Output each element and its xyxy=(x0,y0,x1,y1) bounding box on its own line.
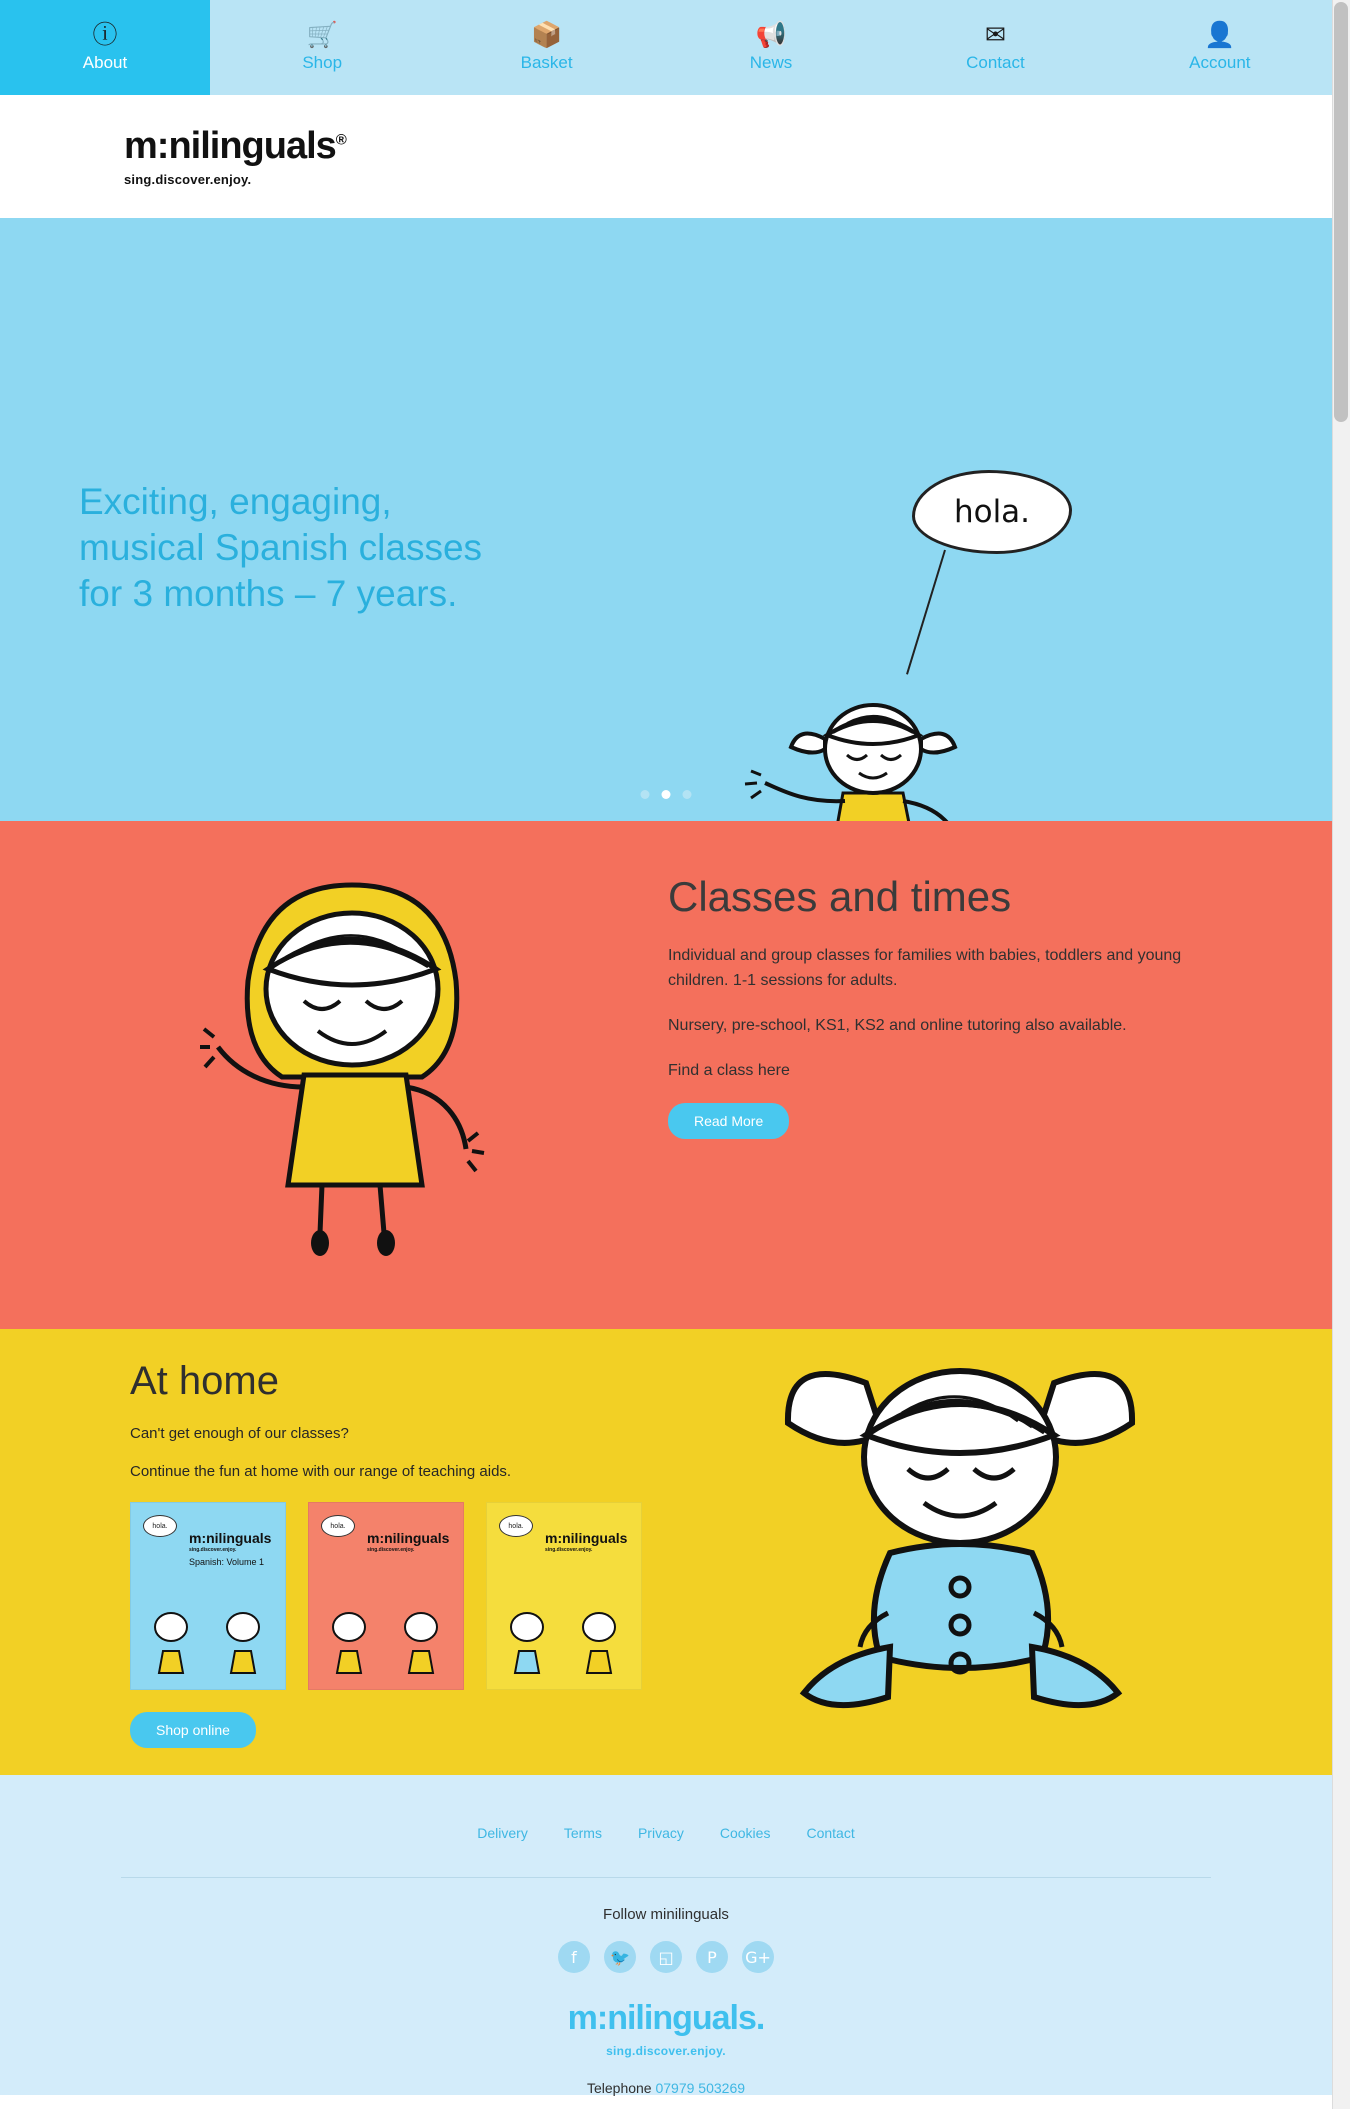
hero-headline xyxy=(79,479,482,617)
telephone-label: Telephone xyxy=(586,2080,652,2096)
cover-bubble-2: hola. xyxy=(321,1515,355,1537)
nav-item-contact[interactable] xyxy=(883,0,1107,95)
nav-label-news: News xyxy=(749,53,793,72)
athome-title: At home xyxy=(130,1359,279,1403)
footer-logo[interactable] xyxy=(0,1999,1332,2058)
footer-brand-tagline: sing.discover.enjoy. xyxy=(606,2044,726,2058)
footer-link-terms[interactable]: Terms xyxy=(563,1825,602,1841)
product-cover-2[interactable] xyxy=(308,1502,464,1690)
cover-brand-3: m:nilinguals xyxy=(545,1530,628,1546)
page-scrollbar[interactable] xyxy=(1332,0,1350,2109)
footer-link-contact[interactable]: Contact xyxy=(806,1825,855,1841)
user-icon: 👤 xyxy=(1204,21,1236,49)
telephone-number[interactable]: 07979 503269 xyxy=(655,2080,746,2096)
athome-girl-illustration xyxy=(770,1347,1150,1757)
top-navigation xyxy=(0,0,1332,95)
cover-bubble-1: hola. xyxy=(143,1515,177,1537)
carousel-dot-2[interactable] xyxy=(662,790,671,799)
product-cover-1[interactable] xyxy=(130,1502,286,1690)
nav-item-about[interactable] xyxy=(0,0,210,95)
footer-link-privacy[interactable]: Privacy xyxy=(637,1825,684,1841)
brand-name xyxy=(124,124,346,167)
hero-line-1: Exciting, engaging, xyxy=(79,481,392,522)
hero-line-2: musical Spanish classes xyxy=(79,527,483,568)
nav-label-shop: Shop xyxy=(302,53,343,72)
cover-tagline-3: sing.discover.enjoy. xyxy=(545,1547,593,1553)
shopping-cart-icon: 🛒 xyxy=(306,21,338,49)
hero-banner xyxy=(0,218,1332,821)
carousel-dots xyxy=(641,790,692,799)
classes-paragraph-1: Individual and group classes for families with babies, toddlers and young children. 1-1 sessions for adults. xyxy=(668,947,1182,989)
basket-icon: 📦 xyxy=(531,21,563,49)
facebook-icon[interactable]: f xyxy=(558,1941,590,1973)
shop-online-button[interactable]: Shop online xyxy=(130,1712,256,1748)
brand-tagline: sing.discover.enjoy. xyxy=(124,171,252,187)
scrollbar-thumb[interactable] xyxy=(1334,2,1348,422)
footer-brand-name: m:nilinguals. xyxy=(567,1999,765,2037)
cover-brand-2: m:nilinguals xyxy=(367,1530,450,1546)
classes-section xyxy=(0,821,1332,1329)
site-logo[interactable] xyxy=(124,124,346,187)
nav-label-contact: Contact xyxy=(966,53,1025,72)
classes-child-illustration xyxy=(200,861,500,1291)
nav-item-shop[interactable] xyxy=(210,0,434,95)
classes-copy xyxy=(668,873,1208,1139)
nav-item-account[interactable] xyxy=(1108,0,1332,95)
instagram-icon[interactable]: ◱ xyxy=(650,1941,682,1973)
megaphone-icon: 📢 xyxy=(755,21,787,49)
footer-telephone xyxy=(0,2080,1332,2096)
footer-link-cookies[interactable]: Cookies xyxy=(719,1825,771,1841)
classes-paragraph-2: Nursery, pre-school, KS1, KS2 and online tutoring also available. xyxy=(668,1017,1127,1034)
product-covers xyxy=(130,1502,750,1690)
info-icon: ⓘ xyxy=(92,21,118,49)
envelope-icon: ✉ xyxy=(984,21,1006,49)
cover-bubble-3: hola. xyxy=(499,1515,533,1537)
hero-girl-illustration xyxy=(735,683,995,821)
cover-art-1 xyxy=(131,1603,286,1683)
registered-mark: ® xyxy=(335,130,346,148)
speech-bubble: hola. xyxy=(912,470,1072,554)
nav-label-account: Account xyxy=(1189,53,1251,72)
footer-links xyxy=(0,1825,1332,1841)
product-cover-3[interactable] xyxy=(486,1502,642,1690)
social-links xyxy=(0,1941,1332,1973)
carousel-dot-3[interactable] xyxy=(683,790,692,799)
cover-art-2 xyxy=(309,1603,464,1683)
athome-copy xyxy=(130,1359,750,1748)
speech-bubble-tail xyxy=(906,550,946,675)
cover-art-3 xyxy=(487,1603,642,1683)
pinterest-icon[interactable]: P xyxy=(696,1941,728,1973)
twitter-icon[interactable]: 🐦 xyxy=(604,1941,636,1973)
google-plus-icon[interactable]: G+ xyxy=(742,1941,774,1973)
cover-subtitle-1: Spanish: Volume 1 xyxy=(189,1557,265,1567)
read-more-button[interactable]: Read More xyxy=(668,1103,789,1139)
cover-tagline-2: sing.discover.enjoy. xyxy=(367,1547,415,1553)
logo-band xyxy=(0,95,1332,218)
classes-title: Classes and times xyxy=(668,873,1012,920)
cover-tagline-1: sing.discover.enjoy. xyxy=(189,1547,237,1553)
nav-label-about: About xyxy=(82,53,128,72)
hero-line-3: for 3 months – 7 years. xyxy=(79,573,458,614)
cover-brand-1: m:nilinguals xyxy=(189,1530,272,1546)
footer-link-delivery[interactable]: Delivery xyxy=(477,1825,528,1841)
footer xyxy=(0,1775,1332,2095)
footer-divider xyxy=(121,1877,1211,1878)
athome-paragraph-2: Continue the fun at home with our range of teaching aids. xyxy=(130,1463,512,1480)
carousel-dot-1[interactable] xyxy=(641,790,650,799)
nav-item-basket[interactable] xyxy=(434,0,658,95)
nav-item-news[interactable] xyxy=(659,0,883,95)
brand-text: m:nilinguals xyxy=(124,124,336,167)
athome-paragraph-1: Can't get enough of our classes? xyxy=(130,1425,349,1442)
follow-label: Follow minilinguals xyxy=(603,1906,729,1923)
nav-label-basket: Basket xyxy=(520,53,573,72)
classes-paragraph-3: Find a class here xyxy=(668,1062,790,1079)
athome-section xyxy=(0,1329,1332,1775)
